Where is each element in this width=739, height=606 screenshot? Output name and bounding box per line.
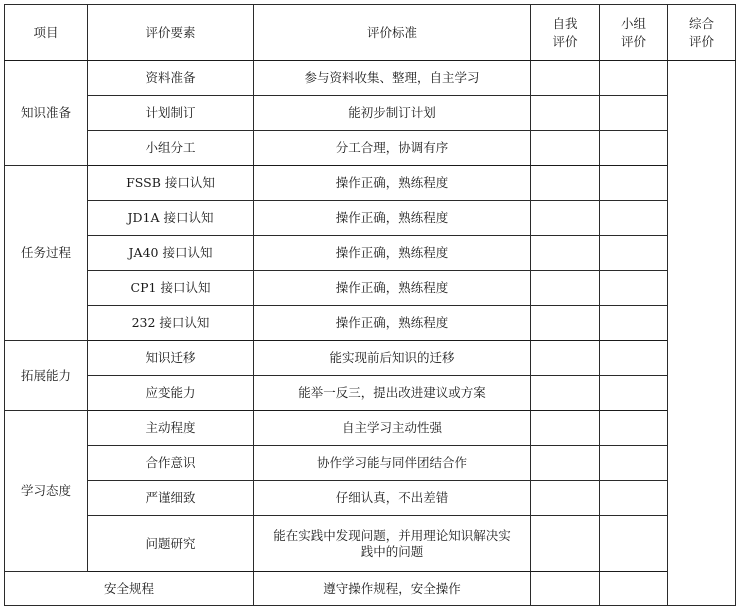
self-eval-cell — [531, 341, 600, 376]
element-cell: 计划制订 — [88, 96, 254, 131]
self-eval-cell — [531, 131, 600, 166]
self-eval-cell — [531, 481, 600, 516]
section-label-attitude: 学习态度 — [5, 411, 88, 572]
table-row — [5, 166, 736, 201]
header-self-line1: 自我 — [552, 15, 578, 31]
self-eval-cell — [531, 96, 600, 131]
self-eval-cell — [531, 271, 600, 306]
section-label-extension: 拓展能力 — [5, 341, 88, 411]
element-cell: JA40 接口认知 — [88, 236, 254, 271]
group-eval-cell — [600, 481, 668, 516]
group-eval-cell — [600, 516, 668, 572]
header-total-line2: 评价 — [688, 33, 714, 49]
table-row — [5, 236, 736, 271]
self-eval-cell — [531, 61, 600, 96]
standard-cell: 协作学习能与同伴团结合作 — [254, 446, 531, 481]
group-eval-cell — [600, 166, 668, 201]
group-eval-cell — [600, 131, 668, 166]
self-eval-cell — [531, 306, 600, 341]
table-row — [5, 572, 736, 606]
section-label-task: 任务过程 — [5, 166, 88, 341]
group-eval-cell — [600, 61, 668, 96]
element-cell: 严谨细致 — [88, 481, 254, 516]
element-cell: CP1 接口认知 — [88, 271, 254, 306]
standard-cell: 自主学习主动性强 — [254, 411, 531, 446]
header-total-eval — [668, 5, 736, 61]
element-cell: 问题研究 — [88, 516, 254, 572]
element-cell: 232 接口认知 — [88, 306, 254, 341]
table-row — [5, 411, 736, 446]
table-row — [5, 446, 736, 481]
element-cell: FSSB 接口认知 — [88, 166, 254, 201]
self-eval-cell — [531, 516, 600, 572]
self-eval-cell — [531, 236, 600, 271]
group-eval-cell — [600, 341, 668, 376]
header-group-line1: 小组 — [620, 15, 646, 31]
header-element: 评价要素 — [88, 5, 254, 61]
standard-cell: 操作正确，熟练程度 — [254, 201, 531, 236]
self-eval-cell — [531, 446, 600, 481]
self-eval-cell — [531, 376, 600, 411]
standard-cell: 操作正确，熟练程度 — [254, 166, 531, 201]
table-row — [5, 376, 736, 411]
group-eval-cell — [600, 411, 668, 446]
element-cell: 应变能力 — [88, 376, 254, 411]
group-eval-cell — [600, 446, 668, 481]
table-row — [5, 481, 736, 516]
total-eval-cell — [668, 61, 736, 606]
self-eval-cell — [531, 201, 600, 236]
self-eval-cell — [531, 166, 600, 201]
section-label-knowledge: 知识准备 — [5, 61, 88, 166]
table-row — [5, 341, 736, 376]
group-eval-cell — [600, 271, 668, 306]
group-eval-cell — [600, 306, 668, 341]
standard-cell: 能初步制订计划 — [254, 96, 531, 131]
header-standard: 评价标准 — [254, 5, 531, 61]
element-cell: JD1A 接口认知 — [88, 201, 254, 236]
element-cell: 主动程度 — [88, 411, 254, 446]
header-self-line2: 评价 — [552, 33, 578, 49]
table-row — [5, 306, 736, 341]
element-cell: 小组分工 — [88, 131, 254, 166]
standard-cell: 参与资料收集、整理，自主学习 — [254, 61, 531, 96]
table-row — [5, 61, 736, 96]
standard-cell: 操作正确，熟练程度 — [254, 306, 531, 341]
standard-cell: 操作正确，熟练程度 — [254, 236, 531, 271]
header-group-line2: 评价 — [620, 33, 646, 49]
standard-cell: 操作正确，熟练程度 — [254, 271, 531, 306]
header-item: 项目 — [5, 5, 88, 61]
standard-cell: 遵守操作规程，安全操作 — [254, 572, 531, 606]
table-row — [5, 96, 736, 131]
self-eval-cell — [531, 572, 600, 606]
header-total-line1: 综合 — [688, 15, 714, 31]
table-row — [5, 201, 736, 236]
standard-cell: 仔细认真，不出差错 — [254, 481, 531, 516]
standard-cell: 分工合理，协调有序 — [254, 131, 531, 166]
safety-label: 安全规程 — [5, 572, 254, 606]
standard-cell: 能在实践中发现问题，并用理论知识解决实践中的问题 — [254, 516, 531, 572]
table-row — [5, 271, 736, 306]
table-row — [5, 131, 736, 166]
header-group-eval — [600, 5, 668, 61]
element-cell: 合作意识 — [88, 446, 254, 481]
element-cell: 知识迁移 — [88, 341, 254, 376]
header-self-eval — [531, 5, 600, 61]
group-eval-cell — [600, 376, 668, 411]
table-row — [5, 516, 736, 572]
self-eval-cell — [531, 411, 600, 446]
standard-cell: 能举一反三，提出改进建议或方案 — [254, 376, 531, 411]
header-row — [5, 5, 736, 61]
standard-cell: 能实现前后知识的迁移 — [254, 341, 531, 376]
evaluation-table — [4, 4, 736, 606]
group-eval-cell — [600, 201, 668, 236]
element-cell: 资料准备 — [88, 61, 254, 96]
group-eval-cell — [600, 236, 668, 271]
group-eval-cell — [600, 96, 668, 131]
group-eval-cell — [600, 572, 668, 606]
